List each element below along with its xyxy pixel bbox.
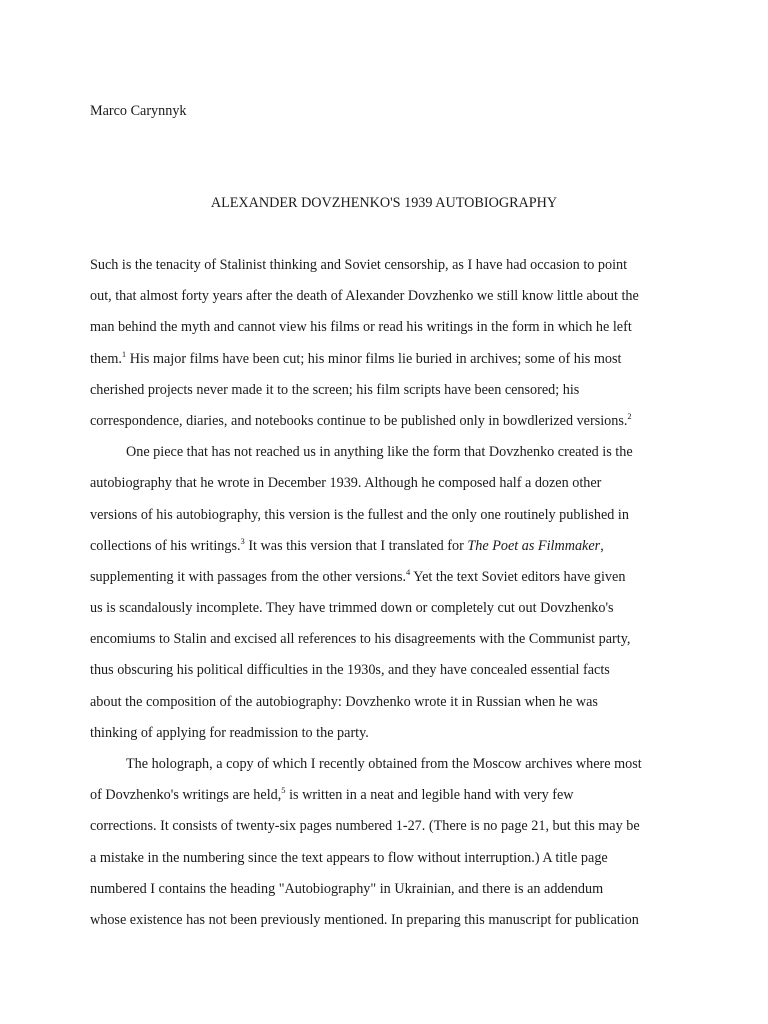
body-line [90,285,690,316]
body-line [90,878,690,909]
body-text: about the composition of the autobiography: Dovzhenko wrote it in Russian when he was [90,693,598,710]
body-text: cherished projects never made it to the screen; his film scripts have been censored; his [90,381,580,398]
body-line [90,847,690,878]
body-line [90,254,690,285]
body-text: encomiums to Stalin and excised all references to his disagreements with the Communist party, [90,631,631,648]
body-text: It was this version that I translated for [244,537,468,554]
body-line [90,348,690,379]
body-line [90,597,690,628]
body-line [90,535,690,566]
body-text: Such is the tenacity of Stalinist thinking and Soviet censorship, as I have had occasion to point [90,257,628,273]
body-text: correspondence, diaries, and notebooks continue to be published only in bowdlerized versions. [90,412,628,429]
body-text: One piece that has not reached us in anything like the form that Dovzhenko created is the [126,444,633,461]
footnote-marker: 1 [121,348,127,359]
body-line [90,316,690,347]
body-text: whose existence has not been previously mentioned. In preparing this manuscript for publication [90,911,639,928]
body-text: us is scandalously incomplete. They have trimmed down or completely cut out Dovzhenko's [90,600,614,617]
body-text: Yet the text Soviet editors have given [410,568,626,585]
document-title: ALEXANDER DOVZHENKO'S 1939 AUTOBIOGRAPHY [210,195,558,211]
body-text: of Dovzhenko's writings are held, [90,787,282,804]
body-text: out, that almost forty years after the death of Alexander Dovzhenko we still know little about the [90,288,639,305]
body-line [90,441,690,472]
body-line [90,566,690,597]
footnote-marker: 4 [406,566,411,577]
body-text: , [600,537,604,554]
body-line [90,691,690,722]
footnote-marker: 5 [281,785,286,796]
body-text: versions of his autobiography, this version is the fullest and the only one routinely published in [90,506,629,523]
body-line [90,504,690,535]
body-line [90,379,690,410]
body-text: supplementing it with passages from the other versions. [90,568,407,585]
body-text: man behind the myth and cannot view his films or read his writings in the form in which he left [90,319,632,336]
document-body [90,254,690,940]
body-line [90,659,690,690]
body-line [90,628,690,659]
body-text: corrections. It consists of twenty-six pages numbered 1-27. (There is no page 21, but this may be [90,818,640,835]
body-line [90,722,690,753]
body-text: autobiography that he wrote in December 1939. Although he composed half a dozen other [90,475,602,492]
body-text: them. [90,350,122,367]
body-line [90,410,690,441]
body-text: a mistake in the numbering since the text appears to flow without interruption.) A title page [90,849,608,866]
body-text: is written in a neat and legible hand with very few [285,787,574,804]
body-text: The holograph, a copy of which I recently obtained from the Moscow archives where most [126,756,642,772]
author-name: Marco Carynnyk [90,103,187,119]
footnote-marker: 3 [240,535,245,546]
body-line [90,784,690,815]
body-text: numbered I contains the heading "Autobiography" in Ukrainian, and there is an addendum [90,880,604,897]
italic-title: The Poet as Filmmaker [467,537,601,554]
footnote-marker: 2 [627,410,632,421]
body-line [90,472,690,503]
body-line [90,815,690,846]
body-line [90,909,690,940]
body-text: thus obscuring his political difficulties in the 1930s, and they have concealed essential facts [90,662,610,679]
body-text: His major films have been cut; his minor films lie buried in archives; some of his most [126,350,622,367]
body-text: collections of his writings. [90,537,241,554]
body-text: thinking of applying for readmission to the party. [90,724,369,741]
body-line [90,753,690,784]
